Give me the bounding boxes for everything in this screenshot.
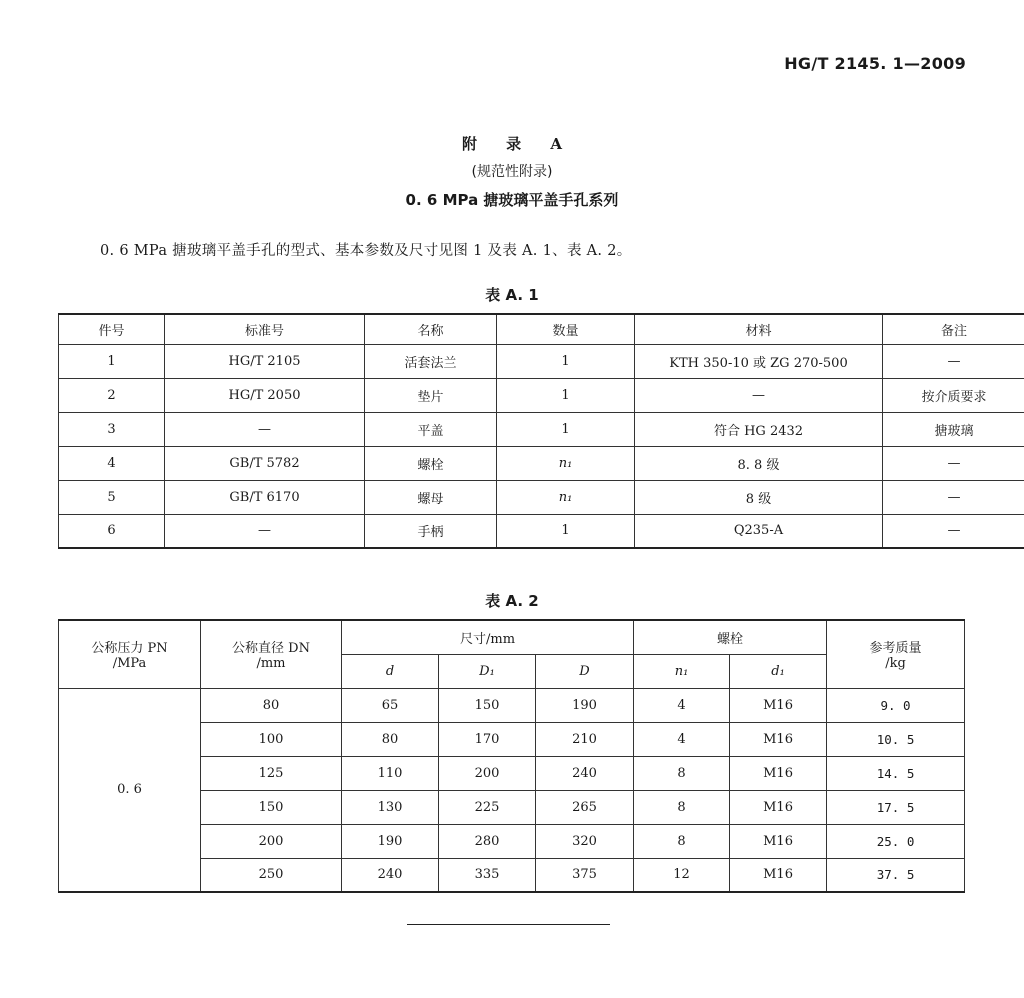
header-label: 公称压力 PN bbox=[91, 641, 168, 657]
table-cell: 1 bbox=[497, 378, 635, 412]
table-cell: n₁ bbox=[497, 446, 635, 480]
table-cell: 265 bbox=[536, 790, 634, 824]
table-cell: 130 bbox=[342, 790, 439, 824]
table-cell: 250 bbox=[201, 858, 342, 892]
table-cell: M16 bbox=[730, 756, 827, 790]
table-cell: 4 bbox=[634, 722, 730, 756]
table-cell: 8. 8 级 bbox=[635, 446, 883, 480]
table-cell: 符合 HG 2432 bbox=[635, 412, 883, 446]
header-label: 公称直径 DN bbox=[232, 641, 310, 657]
table-cell: 搪玻璃 bbox=[883, 412, 1024, 446]
table-cell: 375 bbox=[536, 858, 634, 892]
header-unit: /kg bbox=[885, 656, 906, 672]
table-a1-header-cell: 备注 bbox=[883, 314, 1024, 344]
table-cell: 8 bbox=[634, 824, 730, 858]
header-nominal-diameter bbox=[201, 620, 342, 688]
table-a1-header-cell: 名称 bbox=[365, 314, 497, 344]
table-cell: 活套法兰 bbox=[365, 344, 497, 378]
table-cell: KTH 350-10 或 ZG 270-500 bbox=[635, 344, 883, 378]
header-D: D bbox=[536, 654, 634, 688]
table-cell: 5 bbox=[59, 480, 165, 514]
table-cell: 平盖 bbox=[365, 412, 497, 446]
table-a2 bbox=[58, 619, 965, 893]
table-cell: 14. 5 bbox=[827, 756, 965, 790]
table-cell: 1 bbox=[497, 412, 635, 446]
table-a1-header-cell: 标准号 bbox=[165, 314, 365, 344]
table-cell: HG/T 2105 bbox=[165, 344, 365, 378]
table-cell: — bbox=[883, 344, 1024, 378]
table-a1 bbox=[58, 313, 1024, 549]
appendix-note: (规范性附录) bbox=[471, 164, 553, 180]
appendix-title: 附 录 A bbox=[461, 135, 575, 153]
header-D1: D₁ bbox=[439, 654, 536, 688]
table-cell: 125 bbox=[201, 756, 342, 790]
intro-paragraph: 0. 6 MPa 搪玻璃平盖手孔的型式、基本参数及尺寸见图 1 及表 A. 1、表 A. 2。 bbox=[100, 243, 632, 259]
table-cell: 240 bbox=[342, 858, 439, 892]
table-cell: 8 bbox=[634, 756, 730, 790]
table-a1-header-cell: 材料 bbox=[635, 314, 883, 344]
table-cell: 200 bbox=[201, 824, 342, 858]
table-row bbox=[59, 378, 1024, 412]
footer-rule bbox=[407, 924, 610, 925]
table-row bbox=[59, 514, 1024, 548]
pn-value-cell: 0. 6 bbox=[59, 688, 201, 892]
table-a1-header-cell: 件号 bbox=[59, 314, 165, 344]
table-cell: 2 bbox=[59, 378, 165, 412]
header-d: d bbox=[342, 654, 439, 688]
table-cell: n₁ bbox=[497, 480, 635, 514]
table-a1-header-row bbox=[59, 314, 1024, 344]
table-cell: — bbox=[165, 412, 365, 446]
table-cell: 12 bbox=[634, 858, 730, 892]
header-unit: /mm bbox=[256, 656, 286, 672]
table-row bbox=[59, 412, 1024, 446]
table-cell: 150 bbox=[201, 790, 342, 824]
header-label: 参考质量 bbox=[869, 641, 922, 657]
table-cell: 螺栓 bbox=[365, 446, 497, 480]
table-cell: 4 bbox=[59, 446, 165, 480]
table-cell: 320 bbox=[536, 824, 634, 858]
table-cell: 17. 5 bbox=[827, 790, 965, 824]
document-code: HG/T 2145. 1—2009 bbox=[784, 54, 966, 73]
table-row bbox=[59, 344, 1024, 378]
header-d1: d₁ bbox=[730, 654, 827, 688]
table-cell: 6 bbox=[59, 514, 165, 548]
table-cell: 10. 5 bbox=[827, 722, 965, 756]
table-cell: 25. 0 bbox=[827, 824, 965, 858]
table-cell: 1 bbox=[497, 344, 635, 378]
table-row bbox=[59, 446, 1024, 480]
table-cell: 190 bbox=[536, 688, 634, 722]
table-row bbox=[59, 480, 1024, 514]
table-cell: 65 bbox=[342, 688, 439, 722]
header-n1: n₁ bbox=[634, 654, 730, 688]
table-cell: 335 bbox=[439, 858, 536, 892]
table-cell: 225 bbox=[439, 790, 536, 824]
table-cell: M16 bbox=[730, 722, 827, 756]
table-cell: 手柄 bbox=[365, 514, 497, 548]
table-cell: 110 bbox=[342, 756, 439, 790]
table-cell: 8 bbox=[634, 790, 730, 824]
table-cell: 垫片 bbox=[365, 378, 497, 412]
table-cell: 4 bbox=[634, 688, 730, 722]
header-nominal-pressure bbox=[59, 620, 201, 688]
table-cell: HG/T 2050 bbox=[165, 378, 365, 412]
table-cell: 1 bbox=[59, 344, 165, 378]
table-a1-header-cell: 数量 bbox=[497, 314, 635, 344]
table-cell: 150 bbox=[439, 688, 536, 722]
table-cell: GB/T 6170 bbox=[165, 480, 365, 514]
table-cell: M16 bbox=[730, 858, 827, 892]
table-cell: 9. 0 bbox=[827, 688, 965, 722]
table-cell: 170 bbox=[439, 722, 536, 756]
table-cell: — bbox=[635, 378, 883, 412]
table-cell: 280 bbox=[439, 824, 536, 858]
table-cell: 37. 5 bbox=[827, 858, 965, 892]
table-cell: 3 bbox=[59, 412, 165, 446]
header-size: 尺寸/mm bbox=[342, 620, 634, 654]
header-unit: /MPa bbox=[112, 656, 147, 672]
table-cell: Q235-A bbox=[635, 514, 883, 548]
table-cell: — bbox=[883, 514, 1024, 548]
table-cell: 210 bbox=[536, 722, 634, 756]
table-cell: M16 bbox=[730, 824, 827, 858]
table-cell: 8 级 bbox=[635, 480, 883, 514]
table-cell: 80 bbox=[342, 722, 439, 756]
table-cell: — bbox=[883, 480, 1024, 514]
table-cell: 80 bbox=[201, 688, 342, 722]
table-cell: — bbox=[165, 514, 365, 548]
table-row bbox=[59, 688, 965, 722]
table-cell: 100 bbox=[201, 722, 342, 756]
table-a2-header-row bbox=[59, 620, 965, 654]
table-cell: M16 bbox=[730, 790, 827, 824]
table-cell: GB/T 5782 bbox=[165, 446, 365, 480]
table-cell: M16 bbox=[730, 688, 827, 722]
header-bolt: 螺栓 bbox=[634, 620, 827, 654]
table-cell: 1 bbox=[497, 514, 635, 548]
table-cell: 200 bbox=[439, 756, 536, 790]
table-cell: 190 bbox=[342, 824, 439, 858]
table-a1-caption: 表 A. 1 bbox=[485, 286, 539, 304]
appendix-heading: 0. 6 MPa 搪玻璃平盖手孔系列 bbox=[405, 191, 619, 209]
table-cell: 240 bbox=[536, 756, 634, 790]
table-cell: 按介质要求 bbox=[883, 378, 1024, 412]
table-cell: — bbox=[883, 446, 1024, 480]
table-cell: 螺母 bbox=[365, 480, 497, 514]
table-a2-caption: 表 A. 2 bbox=[485, 592, 539, 610]
header-reference-mass bbox=[827, 620, 965, 688]
